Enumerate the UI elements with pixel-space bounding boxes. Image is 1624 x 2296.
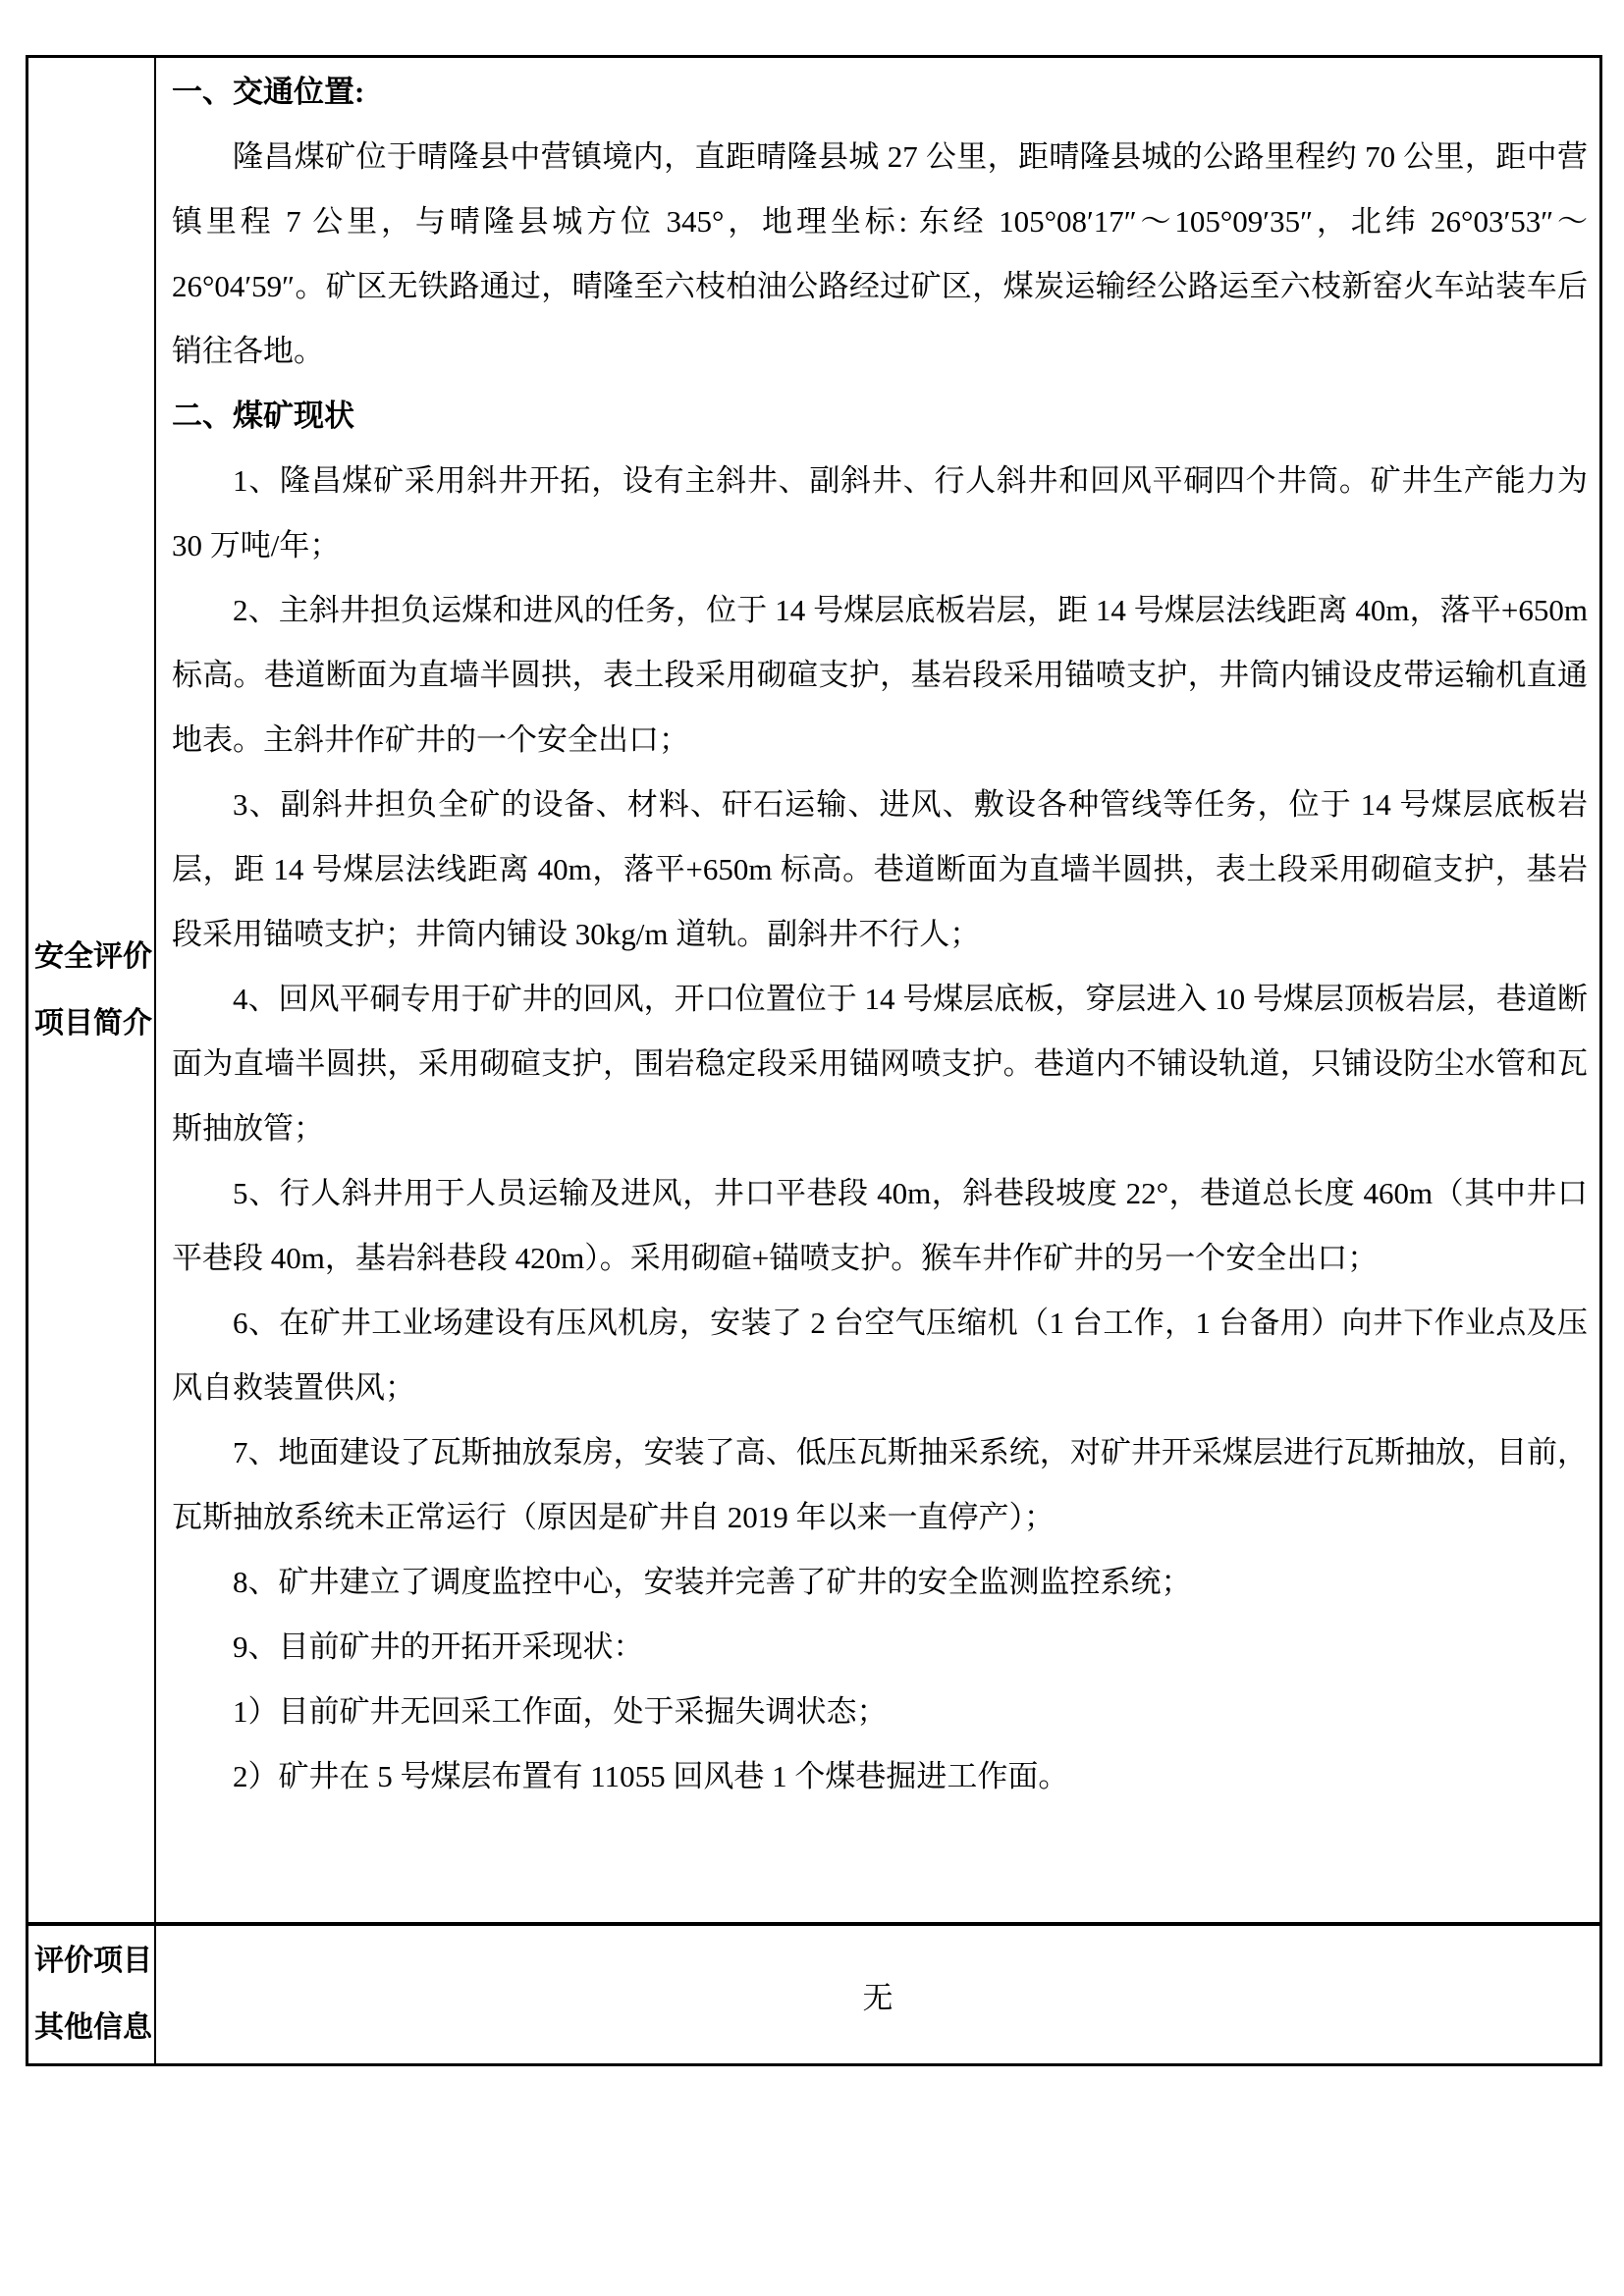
report-table: [26, 55, 1602, 2066]
paragraph-item-9: 9、目前矿井的开拓开采现状：: [233, 1629, 644, 1664]
row-other-info: [27, 1924, 1601, 2065]
row-header-line: 评价项目: [34, 1945, 152, 1977]
paragraph-item-4: 4、回风平硐专用于矿井的回风，开口位置位于 14 号煤层底板，穿层进入 10 号煤层顶板岩层，巷道断面为直墙半圆拱，采用砌碹支护，围岩稳定段采用锚网喷支护。巷道内不铺设轨道，只铺设防尘水管和瓦斯抽放管；: [172, 982, 1588, 1146]
paragraph-subitem-2: 2）矿井在 5 号煤层布置有 11055 回风巷 1 个煤巷掘进工作面。: [233, 1759, 1069, 1793]
paragraph-location: 隆昌煤矿位于晴隆县中营镇境内，直距晴隆县城 27 公里，距晴隆县城的公路里程约 70 公里，距中营镇里程 7 公里，与晴隆县城方位 345°，地理坐标: 东经 105°08′17″～105°09′35″，北纬 26°03′53″～26°04′59″。矿区无铁路通过，晴隆至六枝柏油公路经过矿区，煤炭运输经公路运至六枝新窑火车站装车后销往各地。: [172, 139, 1588, 368]
paragraph-item-8: 8、矿井建立了调度监控中心，安装并完善了矿井的安全监测监控系统；: [233, 1565, 1192, 1599]
paragraph-item-2: 2、主斜井担负运煤和进风的任务，位于 14 号煤层底板岩层，距 14 号煤层法线距离 40m，落平+650m 标高。巷道断面为直墙半圆拱，表土段采用砌碹支护，基岩段采用锚喷支护，井筒内铺设皮带运输机直通地表。主斜井作矿井的一个安全出口；: [172, 593, 1588, 757]
paragraph-subitem-1: 1）目前矿井无回采工作面，处于采掘失调状态；: [233, 1694, 888, 1729]
paragraph-item-5: 5、行人斜井用于人员运输及进风，井口平巷段 40m，斜巷段坡度 22°，巷道总长度 460m（其中井口平巷段 40m，基岩斜巷段 420m）。采用砌碹+锚喷支护。猴车井作矿井的另一个安全出口；: [172, 1176, 1588, 1275]
section-heading-traffic-location: 一、交通位置:: [172, 75, 365, 109]
section-heading-mine-status: 二、煤矿现状: [172, 399, 354, 433]
row-header-project-intro: [27, 57, 156, 1925]
other-info-value: 无: [155, 1924, 1601, 2065]
project-intro-content: [155, 57, 1601, 1925]
paragraph-item-7: 7、地面建设了瓦斯抽放泵房，安装了高、低压瓦斯抽采系统，对矿井开采煤层进行瓦斯抽放，目前，瓦斯抽放系统未正常运行（原因是矿井自 2019 年以来一直停产）；: [172, 1435, 1588, 1534]
paragraph-item-1: 1、隆昌煤矿采用斜井开拓，设有主斜井、副斜井、行人斜井和回风平硐四个井筒。矿井生产能力为 30 万吨/年；: [172, 463, 1588, 562]
row-project-intro: [27, 57, 1601, 1925]
paragraph-item-3: 3、副斜井担负全矿的设备、材料、矸石运输、进风、敷设各种管线等任务，位于 14 号煤层底板岩层，距 14 号煤层法线距离 40m，落平+650m 标高。巷道断面为直墙半圆拱，表土段采用砌碹支护，基岩段采用锚喷支护；井筒内铺设 30kg/m 道轨。副斜井不行人；: [172, 787, 1588, 951]
row-header-line: 安全评价: [34, 939, 152, 973]
row-header-line: 其他信息: [34, 2011, 152, 2044]
row-header-other-info: [27, 1924, 156, 2065]
row-header-line: 项目简介: [34, 1006, 152, 1040]
paragraph-item-6: 6、在矿井工业场建设有压风机房，安装了 2 台空气压缩机（1 台工作，1 台备用）向井下作业点及压风自救装置供风；: [172, 1306, 1588, 1405]
